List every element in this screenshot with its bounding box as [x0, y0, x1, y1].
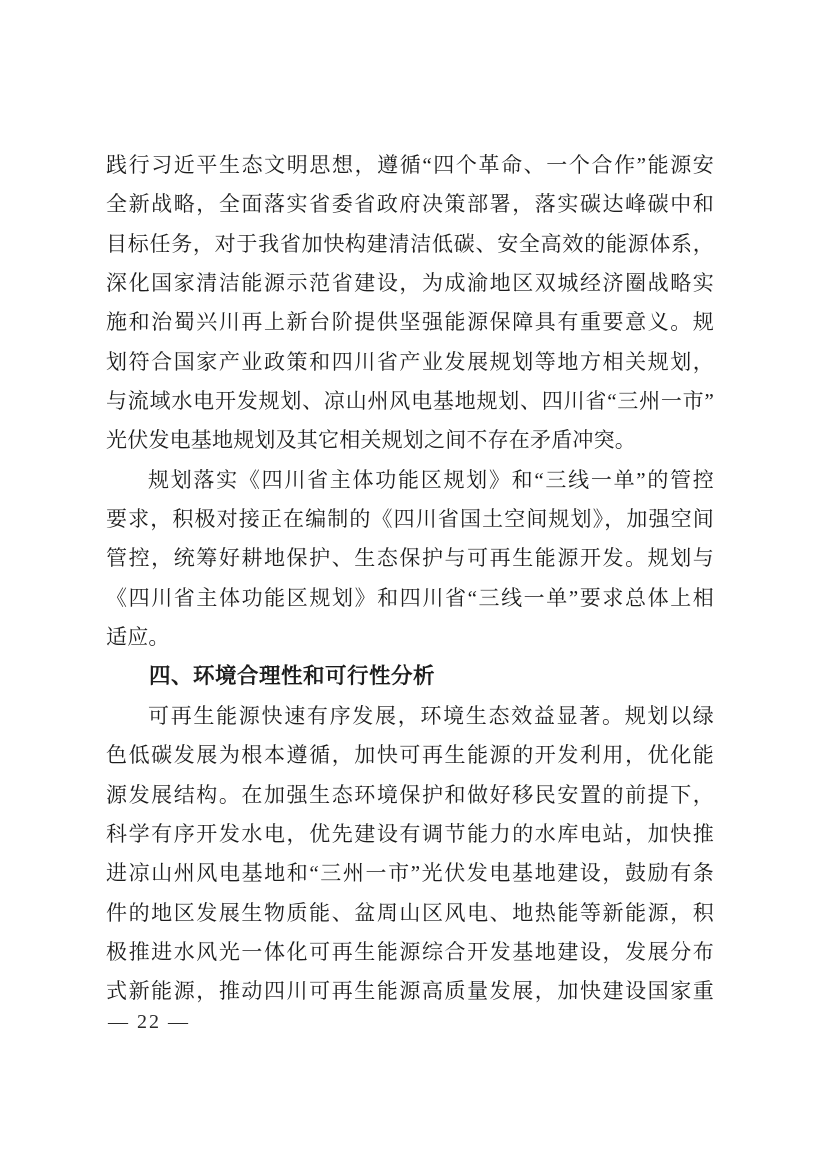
body-line: 色低碳发展为根本遵循，加快可再生能源的开发利用，优化能	[106, 743, 714, 768]
body-line paragraph-start: 可再生能源快速有序发展，环境生态效益显著。规划以绿	[148, 703, 714, 728]
body-line: 划符合国家产业政策和四川省产业发展规划等地方相关规划，	[106, 349, 714, 374]
body-line: 进凉山州风电基地和“三州一市”光伏发电基地建设，鼓励有条	[106, 861, 714, 886]
body-line: 施和治蜀兴川再上新台阶提供坚强能源保障具有重要意义。规	[106, 310, 714, 335]
body-line: 极推进水风光一体化可再生能源综合开发基地建设，发展分布	[106, 939, 714, 964]
body-line: 件的地区发展生物质能、盆周山区风电、地热能等新能源，积	[106, 900, 714, 925]
body-line: 目标任务，对于我省加快构建清洁低碳、安全高效的能源体系，	[106, 231, 714, 256]
body-line paragraph-end: 适应。	[106, 625, 170, 650]
body-line: 深化国家清洁能源示范省建设，为成渝地区双城经济圈战略实	[106, 271, 714, 296]
page-number: — 22 —	[108, 1011, 190, 1033]
body-line: 要求，积极对接正在编制的《四川省国土空间规划》，加强空间	[106, 507, 714, 532]
body-line: 与流域水电开发规划、凉山州风电基地规划、四川省“三州一市”	[106, 389, 714, 414]
body-line paragraph-end: 光伏发电基地规划及其它相关规划之间不存在矛盾冲突。	[106, 428, 636, 453]
body-line: 管控，统筹好耕地保护、生态保护与可再生能源开发。规划与	[106, 546, 714, 571]
body-line: 全新战略，全面落实省委省政府决策部署，落实碳达峰碳中和	[106, 192, 714, 217]
body-line: 科学有序开发水电，优先建设有调节能力的水库电站，加快推	[106, 821, 714, 846]
body-line: 源发展结构。在加强生态环境保护和做好移民安置的前提下，	[106, 782, 714, 807]
section-heading: 四、环境合理性和可行性分析	[149, 664, 436, 689]
body-line paragraph-start: 规划落实《四川省主体功能区规划》和“三线一单”的管控	[148, 467, 714, 492]
page-body	[106, 146, 714, 1012]
body-line: 践行习近平生态文明思想，遵循“四个革命、一个合作”能源安	[106, 153, 714, 177]
body-line: 式新能源，推动四川可再生能源高质量发展，加快建设国家重	[106, 979, 714, 1004]
body-line: 《四川省主体功能区规划》和四川省“三线一单”要求总体上相	[106, 585, 714, 610]
